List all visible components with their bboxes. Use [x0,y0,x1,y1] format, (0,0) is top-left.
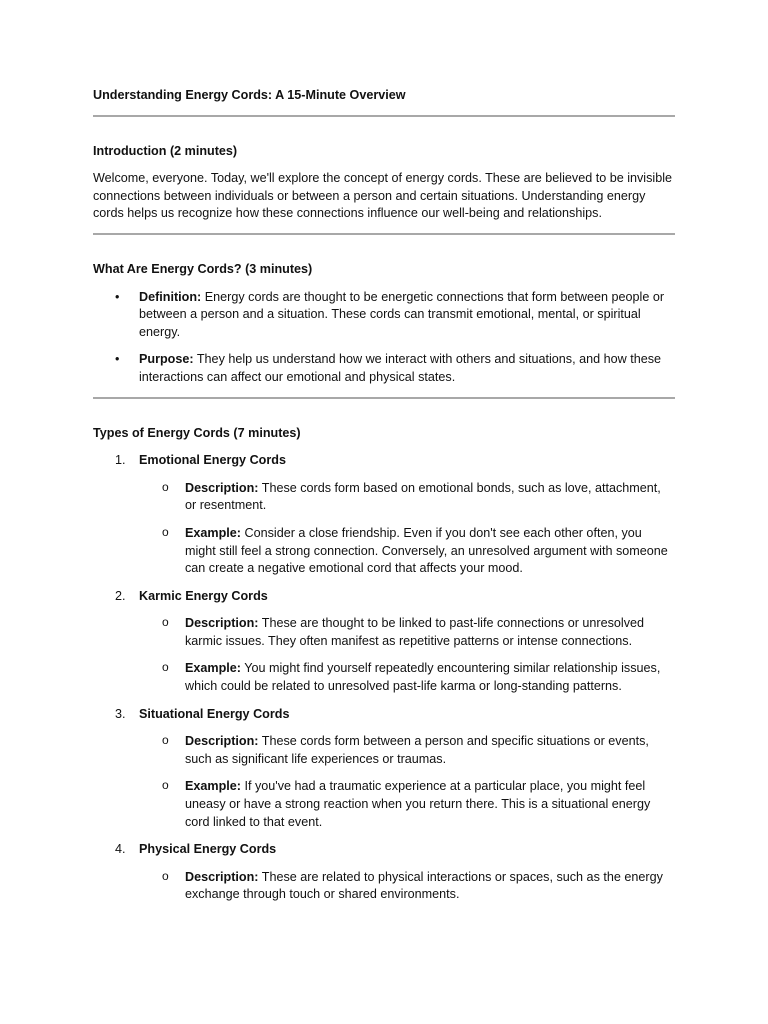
circle-bullet-icon: o [162,479,169,494]
type-title: Situational Energy Cords [139,706,290,721]
type-details [139,480,675,578]
types-list [93,452,675,904]
type-item-emotional [93,452,675,578]
bullet-icon: • [115,289,120,304]
bullet-icon: • [115,352,120,367]
type-title: Physical Energy Cords [139,842,277,857]
item-text: They help us understand how we interact with others and situations, and how these interactions can affect our emotional and physical states. [139,352,662,384]
intro-text: Welcome, everyone. Today, we'll explore the concept of energy cords. These are believed to be invisible connections between individuals or between a person and certain situations. Understanding energy cords helps us recognize how these connections influence our well-being and relationships. [93,171,673,221]
item-label: Description: [185,616,259,631]
item-label: Definition: [139,289,202,304]
what-heading: What Are Energy Cords? (3 minutes) [93,261,313,276]
item-text: Consider a close friendship. Even if you don't see each other often, you might still feel a strong connection. Conversely, an unresolved argument with someone can create a negative emotional cord that affects your mood. [185,525,668,576]
list-item [93,289,675,342]
circle-bullet-icon: o [162,868,169,883]
document-title: Understanding Energy Cords: A 15-Minute Overview [93,88,406,102]
item-label: Description: [185,734,259,749]
list-item [139,660,675,695]
item-text: You might find yourself repeatedly encountering similar relationship issues, which could be related to unresolved past-life karma or long-standing patterns. [185,661,661,694]
intro-heading: Introduction (2 minutes) [93,143,238,158]
type-number: 1. [115,453,126,468]
document-page [93,87,675,914]
type-item-situational [93,706,675,832]
type-number: 3. [115,706,126,721]
type-number: 4. [115,842,126,857]
item-text: Energy cords are thought to be energetic connections that form between people or between a person and a situation. These cords can transmit emotional, mental, or spiritual energy. [139,289,665,339]
item-label: Example: [185,525,241,540]
types-heading: Types of Energy Cords (7 minutes) [93,425,301,440]
item-text: These cords form between a person and specific situations or events, such as significant life experiences or traumas. [185,734,649,766]
list-item [93,351,675,386]
type-item-karmic [93,588,675,696]
list-item [139,869,675,904]
item-text: These are related to physical interactions or spaces, such as the energy exchange through touch or shared environments. [185,869,663,902]
list-item [139,615,675,650]
list-item [139,778,675,831]
circle-bullet-icon: o [162,733,169,748]
type-details [139,615,675,695]
types-section [93,399,675,904]
item-label: Example: [185,661,241,676]
item-text: These cords form based on emotional bonds, such as love, attachment, or resentment. [185,480,661,513]
list-item [139,525,675,578]
item-label: Purpose: [139,352,194,367]
circle-bullet-icon: o [162,615,169,630]
list-item [139,733,675,768]
what-list [93,289,675,387]
item-label: Example: [185,779,241,794]
item-label: Description: [185,869,259,884]
item-label: Description: [185,480,259,495]
type-number: 2. [115,588,126,603]
type-details [139,869,675,904]
circle-bullet-icon: o [162,778,169,793]
item-text: These are thought to be linked to past-life connections or unresolved karmic issues. They often manifest as repetitive patterns or intense connections. [185,616,645,648]
type-title: Emotional Energy Cords [139,453,286,468]
what-section [93,235,675,387]
item-text: If you've had a traumatic experience at a particular place, you might feel uneasy or have a strong reaction when you return there. This is a situational energy cord linked to that event. [185,779,651,829]
type-title: Karmic Energy Cords [139,588,268,603]
intro-section [93,117,675,223]
type-item-physical [93,841,675,904]
circle-bullet-icon: o [162,524,169,539]
type-details [139,733,675,831]
circle-bullet-icon: o [162,660,169,675]
list-item [139,480,675,515]
